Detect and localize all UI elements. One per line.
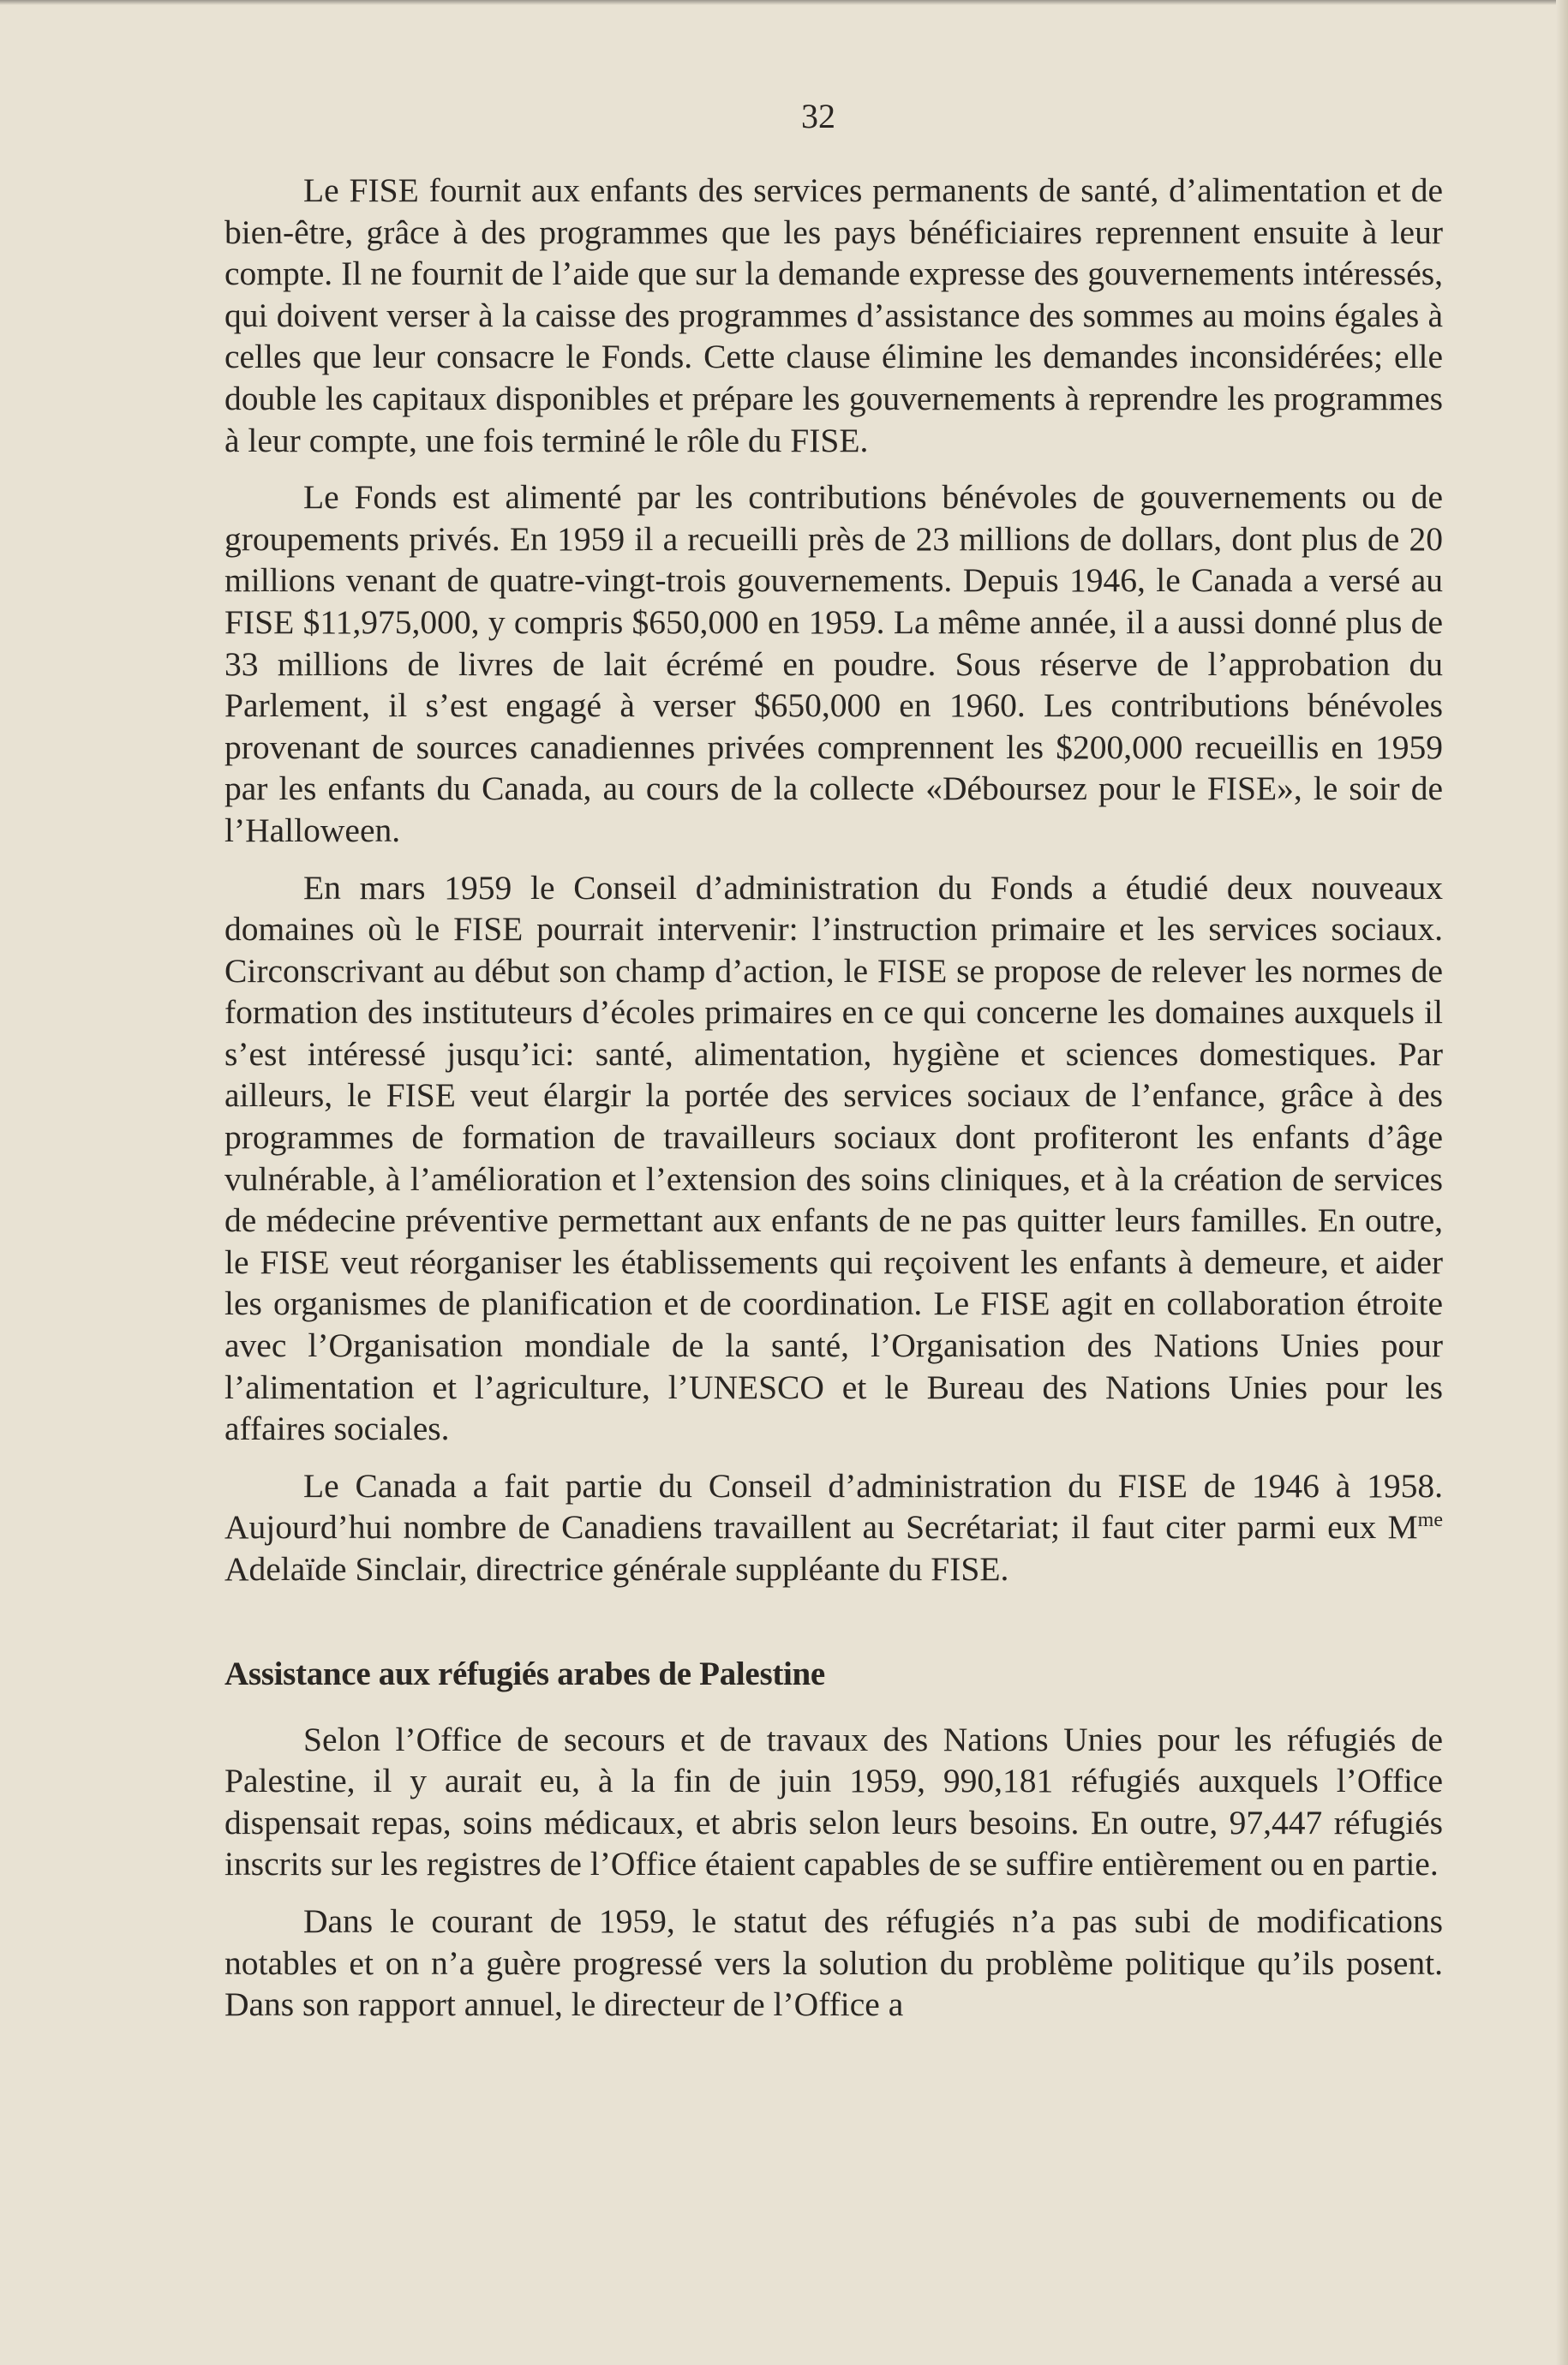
superscript-me: me xyxy=(1417,1509,1443,1532)
paragraph-refugee-status: Dans le courant de 1959, le statut des réfugiés n’a pas subi de modifications notables et on n’a guère progressé vers la solution du problème politique qu’ils posent. Dans son rapport annuel, le directeur de l’Office a xyxy=(224,1901,1443,2024)
top-edge-rule xyxy=(0,0,1568,5)
paragraph-refugee-count: Selon l’Office de secours et de travaux des Nations Unies pour les réfugiés de Palestine, il y aurait eu, à la fin de juin 1959, 990,181 réfugiés auxquels l’Office dispensait repas, soins médicaux, et abris selon leurs besoins. En outre, 97,447 réfugiés inscrits sur les registres de l’Office étaient capables de se suffire entièrement ou en partie. xyxy=(224,1720,1443,1883)
paragraph-canada-participation xyxy=(224,1465,1443,1590)
section-heading: Assistance aux réfugiés arabes de Palestine xyxy=(224,1655,825,1692)
paragraph-canada-text-start: Le Canada a fait partie du Conseil d’administration du FISE de 1946 à 1958. Aujourd’hui nombre de Canadiens travaillent au Secrétariat; il faut citer parmi eux M xyxy=(224,1466,1443,1547)
page-right-edge xyxy=(1556,0,1568,2365)
page-body xyxy=(224,170,1443,2041)
paragraph-fise-funding: Le Fonds est alimenté par les contributions bénévoles de gouvernements ou de groupements privés. En 1959 il a recueilli près de 23 millions de dollars, dont plus de 20 millions venant de quatre-vingt-trois gouvernements. Depuis 1946, le Canada a versé au FISE $11,975,000, y compris $650,000 en 1959. La même année, il a aussi donné plus de 33 millions de livres de lait écrémé en poudre. Sous réserve de l’approbation du Parlement, il s’est engagé à verser $650,000 en 1960. Les contributions bénévoles provenant de sources canadiennes privées comprennent les $200,000 recueillis en 1959 par les enfants du Canada, au cours de la collecte «Déboursez pour le FISE», le soir de l’Halloween. xyxy=(224,478,1443,849)
paragraph-fise-services: Le FISE fournit aux enfants des services permanents de santé, d’alimentation et de bien-être, grâce à des programmes que les pays bénéficiaires reprennent ensuite à leur compte. Il ne fournit de l’aide que sur la demande expresse des gouvernements intéressés, qui doivent verser à la caisse des programmes d’assistance des sommes au moins égales à celles que leur consacre le Fonds. Cette clause élimine les demandes inconsidérées; elle double les capitaux disponibles et prépare les gouvernements à reprendre les programmes à leur compte, une fois terminé le rôle du FISE. xyxy=(224,171,1443,459)
paragraph-fise-new-domains: En mars 1959 le Conseil d’administration du Fonds a étudié deux nouveaux domaines où le FISE pourrait intervenir: l’instruction primaire et les services sociaux. Circonscrivant au début son champ d’action, le FISE se propose de relever les normes de formation des instituteurs d’écoles primaires en ce qui concerne les domaines auxquels il s’est intéressé jusqu’ici: santé, alimentation, hygiène et sciences domestiques. Par ailleurs, le FISE veut élargir la portée des services sociaux de l’enfance, grâce à des programmes de formation de travailleurs sociaux dont profiteront les enfants d’âge vulnérable, à l’amélioration et l’extension des soins cliniques, et à la création de services de médecine préventive permettant aux enfants de ne pas quitter leurs familles. En outre, le FISE veut réorganiser les établissements qui reçoivent les enfants à demeure, et aider les organismes de planification et de coordination. Le FISE agit en collaboration étroite avec l’Organisation mondiale de la santé, l’Organisation des Nations Unies pour l’alimentation et l’agriculture, l’UNESCO et le Bureau des Nations Unies pour les affaires sociales. xyxy=(224,868,1443,1448)
page-number: 32 xyxy=(801,97,835,135)
paragraph-canada-text-end: Adelaïde Sinclair, directrice générale suppléante du FISE. xyxy=(224,1550,1009,1588)
